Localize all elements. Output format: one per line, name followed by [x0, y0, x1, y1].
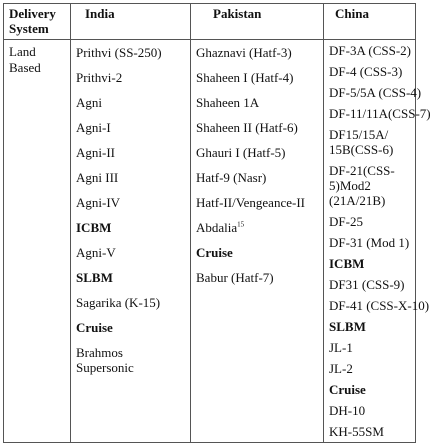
row-label-land-based: Land Based — [4, 40, 71, 443]
china-item — [324, 337, 415, 358]
china-item — [324, 40, 415, 61]
china-item — [324, 124, 415, 160]
india-item-text: Sagarika (K-15) — [76, 295, 161, 310]
pakistan-item-text: Abdalia — [196, 220, 238, 235]
india-item — [71, 315, 190, 340]
india-item-text: Agni-IV — [76, 195, 121, 210]
india-item-text: Prithvi (SS-250) — [76, 45, 162, 60]
india-item — [71, 140, 190, 165]
india-item-text: Agni-II — [76, 145, 115, 160]
header-row — [4, 4, 416, 40]
china-item — [324, 160, 415, 211]
india-item — [71, 165, 190, 190]
china-column — [324, 40, 431, 443]
india-item — [71, 290, 190, 315]
china-item-text: DH-10 — [329, 403, 366, 418]
china-item — [324, 316, 415, 337]
pakistan-item — [191, 265, 323, 290]
pakistan-item-text: Ghaznavi (Hatf-3) — [196, 45, 292, 60]
pakistan-item — [191, 140, 323, 165]
india-item — [71, 340, 190, 380]
india-item-text: Agni III — [76, 170, 119, 185]
china-item — [324, 61, 415, 82]
india-item — [71, 215, 190, 240]
india-column — [71, 40, 191, 443]
china-item-text: SLBM — [329, 319, 366, 334]
china-item — [324, 358, 415, 379]
land-based-row — [4, 40, 416, 443]
pakistan-item — [191, 115, 323, 140]
pakistan-item — [191, 215, 323, 240]
china-item-text: DF-25 — [329, 214, 363, 229]
india-item — [71, 65, 190, 90]
china-item-text: DF-31 (Mod 1) — [329, 235, 410, 250]
pakistan-item — [191, 40, 323, 65]
pakistan-item-text: Hatf-II/Vengeance-II — [196, 195, 305, 210]
china-item — [324, 379, 415, 400]
china-item-text: DF15/15A/ 15B(CSS-6) — [329, 127, 394, 157]
pakistan-item-text: Babur (Hatf-7) — [196, 270, 274, 285]
pakistan-item-text: Shaheen I (Hatf-4) — [196, 70, 294, 85]
india-item-text: Agni-V — [76, 245, 116, 260]
china-item-text: DF-3A (CSS-2) — [329, 43, 411, 58]
china-item-text: DF-5/5A (CSS-4) — [329, 85, 422, 100]
china-item — [324, 421, 415, 442]
header-china: China — [324, 4, 416, 40]
pakistan-item — [191, 165, 323, 190]
pakistan-item-text: Cruise — [196, 245, 233, 260]
china-item-text: ICBM — [329, 256, 365, 271]
china-item-text: DF-11/11A(CSS-7) — [329, 106, 431, 121]
header-delivery-system: Delivery System — [4, 4, 71, 40]
china-item-text: DF-21(CSS-5)Mod2 (21A/21B) — [329, 163, 395, 208]
china-item — [324, 274, 415, 295]
india-item-text: Brahmos Supersonic — [76, 345, 134, 375]
header-pakistan: Pakistan — [191, 4, 324, 40]
india-item — [71, 240, 190, 265]
china-item-text: KH-55SM — [329, 424, 384, 439]
india-item-text: SLBM — [76, 270, 113, 285]
pakistan-item-text: Shaheen 1A — [196, 95, 260, 110]
china-item-text: DF-4 (CSS-3) — [329, 64, 403, 79]
india-item — [71, 115, 190, 140]
china-item — [324, 82, 422, 103]
footnote-marker: 15 — [237, 220, 245, 229]
china-item — [324, 400, 415, 421]
china-item-text: JL-2 — [329, 361, 353, 376]
pakistan-item — [191, 240, 323, 265]
china-item — [324, 253, 415, 274]
india-item-text: Cruise — [76, 320, 113, 335]
header-india: India — [71, 4, 191, 40]
pakistan-item — [191, 90, 323, 115]
pakistan-item — [191, 65, 323, 90]
india-item — [71, 190, 190, 215]
india-item — [71, 265, 190, 290]
india-item — [71, 90, 190, 115]
india-item — [71, 40, 190, 65]
china-item — [324, 211, 415, 232]
pakistan-column — [191, 40, 324, 443]
india-item-text: ICBM — [76, 220, 112, 235]
india-item-text: Agni — [76, 95, 102, 110]
china-item-text: DF31 (CSS-9) — [329, 277, 405, 292]
china-item-text: DF-41 (CSS-X-10) — [329, 298, 430, 313]
missile-table — [3, 3, 431, 443]
china-item — [324, 232, 415, 253]
pakistan-item-text: Shaheen II (Hatf-6) — [196, 120, 298, 135]
china-item-text: Cruise — [329, 382, 366, 397]
pakistan-item — [191, 190, 323, 215]
india-item-text: Prithvi-2 — [76, 70, 123, 85]
china-item — [324, 295, 430, 316]
china-item-text: JL-1 — [329, 340, 353, 355]
china-item — [324, 103, 431, 124]
pakistan-item-text: Hatf-9 (Nasr) — [196, 170, 267, 185]
india-item-text: Agni-I — [76, 120, 111, 135]
pakistan-item-text: Ghauri I (Hatf-5) — [196, 145, 286, 160]
